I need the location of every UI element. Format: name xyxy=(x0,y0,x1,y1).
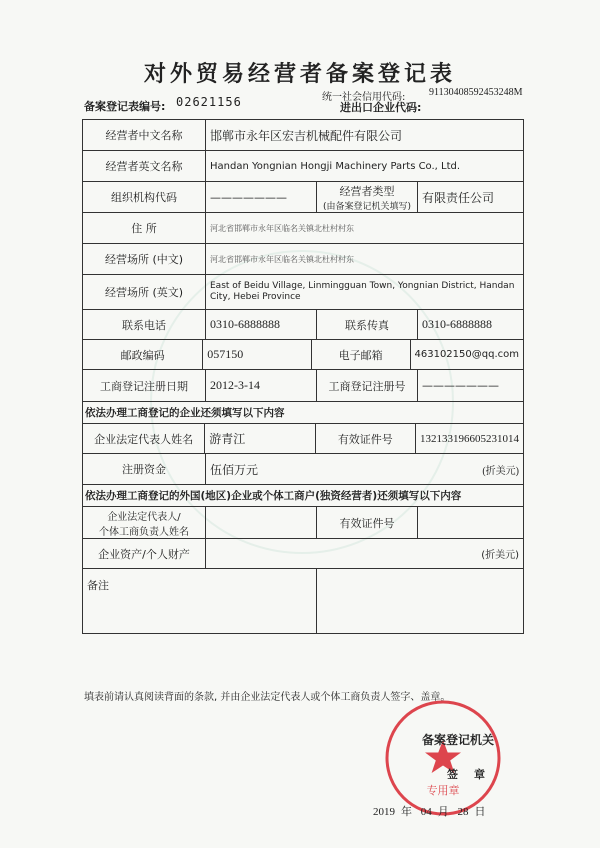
page-title: 对外贸易经营者备案登记表 xyxy=(143,62,456,87)
place-en-label: 经营场所 (英文) xyxy=(83,275,206,309)
table-row xyxy=(83,182,523,213)
id-value: 132133196605231014 xyxy=(420,432,520,445)
phone-value: 0310-6888888 xyxy=(206,310,317,339)
en-name-value: Handan Yongnian Hongji Machinery Parts Co., Ltd. xyxy=(210,160,461,172)
email-label: 电子邮箱 xyxy=(312,340,411,369)
fax-label: 联系传真 xyxy=(317,310,418,339)
fax-value: 0310-6888888 xyxy=(422,317,492,331)
legal-rep-label: 企业法定代表人姓名 xyxy=(83,424,205,453)
email-value: 463102150@qq.com xyxy=(414,349,519,360)
registration-table xyxy=(82,119,524,634)
table-row xyxy=(83,539,523,569)
section-title-2: 依法办理工商登记的外国(地区)企业或个体工商户(独资经营者)还须填写以下内容 xyxy=(83,485,523,507)
date-month-unit: 月 xyxy=(437,806,449,818)
place-cn-label: 经营场所 (中文) xyxy=(83,244,206,274)
table-row xyxy=(83,120,523,151)
capital-cell xyxy=(206,454,523,484)
reg-date-label: 工商登记注册日期 xyxy=(83,370,206,401)
foreign-rep-label-cell xyxy=(83,507,206,538)
type-label: 经营者类型 xyxy=(339,184,395,198)
remarks-label: 备注 xyxy=(83,569,317,633)
reg-date-value: 2012-3-14 xyxy=(206,370,317,401)
table-row xyxy=(83,507,523,539)
authority-label: 备案登记机关 xyxy=(422,733,495,747)
record-no-label: 备案登记表编号: xyxy=(84,100,166,113)
signing-date xyxy=(373,803,492,819)
cn-name-label: 经营者中文名称 xyxy=(83,120,206,150)
type-note: (由备案登记机关填写) xyxy=(322,201,412,212)
table-row xyxy=(83,424,523,454)
footer-note: 填表前请认真阅读背面的条款, 并由企业法定代表人或个体工商负责人签字、盖章。 xyxy=(84,692,451,703)
id-label: 有效证件号 xyxy=(316,424,416,453)
date-year: 2019 xyxy=(373,806,395,818)
org-code-label: 组织机构代码 xyxy=(83,182,206,212)
foreign-id-label: 有效证件号 xyxy=(317,507,418,538)
stamp-text: 专用章 xyxy=(426,784,460,797)
date-day-unit: 日 xyxy=(474,806,486,818)
foreign-id-value xyxy=(418,507,523,538)
table-row xyxy=(83,569,523,633)
date-year-unit: 年 xyxy=(401,806,412,818)
record-no-value: 02621156 xyxy=(176,95,242,109)
official-seal-icon xyxy=(383,698,503,818)
ie-code-label: 进出口企业代码: xyxy=(340,101,422,114)
assets-label: 企业资产/个人财产 xyxy=(83,539,206,568)
remarks-value xyxy=(317,569,523,633)
legal-rep-value: 游青江 xyxy=(205,424,315,453)
section-title-1: 依法办理工商登记的企业还须填写以下内容 xyxy=(83,402,523,424)
table-row xyxy=(83,151,523,182)
assets-cell xyxy=(206,539,523,568)
phone-label: 联系电话 xyxy=(83,310,206,339)
seal-label: 签章 xyxy=(447,768,501,781)
table-row xyxy=(83,340,523,370)
credit-code-label: 统一社会信用代码: xyxy=(322,92,406,103)
foreign-rep-value xyxy=(206,507,317,538)
reg-no-label: 工商登记注册号 xyxy=(317,370,418,401)
table-row xyxy=(83,310,523,340)
date-day: 28 xyxy=(457,806,469,818)
capital-unit: (折美元) xyxy=(482,465,519,477)
type-value: 有限责任公司 xyxy=(422,190,495,205)
reg-no-value: ——————— xyxy=(422,379,499,392)
table-row xyxy=(83,213,523,244)
address-value: 河北省邯郸市永年区临名关镇北杜村村东 xyxy=(210,223,354,233)
type-label-cell xyxy=(317,182,418,212)
table-row xyxy=(83,370,523,402)
table-row xyxy=(83,275,523,310)
zip-label: 邮政编码 xyxy=(83,340,203,369)
capital-value: 伍佰万元 xyxy=(210,462,259,477)
place-cn-value: 河北省邯郸市永年区临名关镇北杜村村东 xyxy=(210,254,354,264)
date-month: 04 xyxy=(420,806,432,818)
capital-label: 注册资金 xyxy=(83,454,206,484)
assets-unit: (折美元) xyxy=(481,550,519,561)
foreign-rep-label-2: 个体工商负责人姓名 xyxy=(99,526,189,538)
foreign-rep-label-1: 企业法定代表人/ xyxy=(107,511,181,523)
en-name-label: 经营者英文名称 xyxy=(83,151,206,181)
cn-name-value: 邯郸市永年区宏吉机械配件有限公司 xyxy=(210,128,403,143)
place-en-value: East of Beidu Village, Linmingguan Town, Yongnian District, Handan City, Hebei Province xyxy=(210,281,515,302)
address-label: 住 所 xyxy=(83,213,206,243)
table-row xyxy=(83,454,523,485)
table-row xyxy=(83,244,523,275)
zip-value: 057150 xyxy=(203,340,312,369)
org-code-value: ——————— xyxy=(206,182,317,212)
credit-code-value: 91130408592453248M xyxy=(429,87,523,98)
